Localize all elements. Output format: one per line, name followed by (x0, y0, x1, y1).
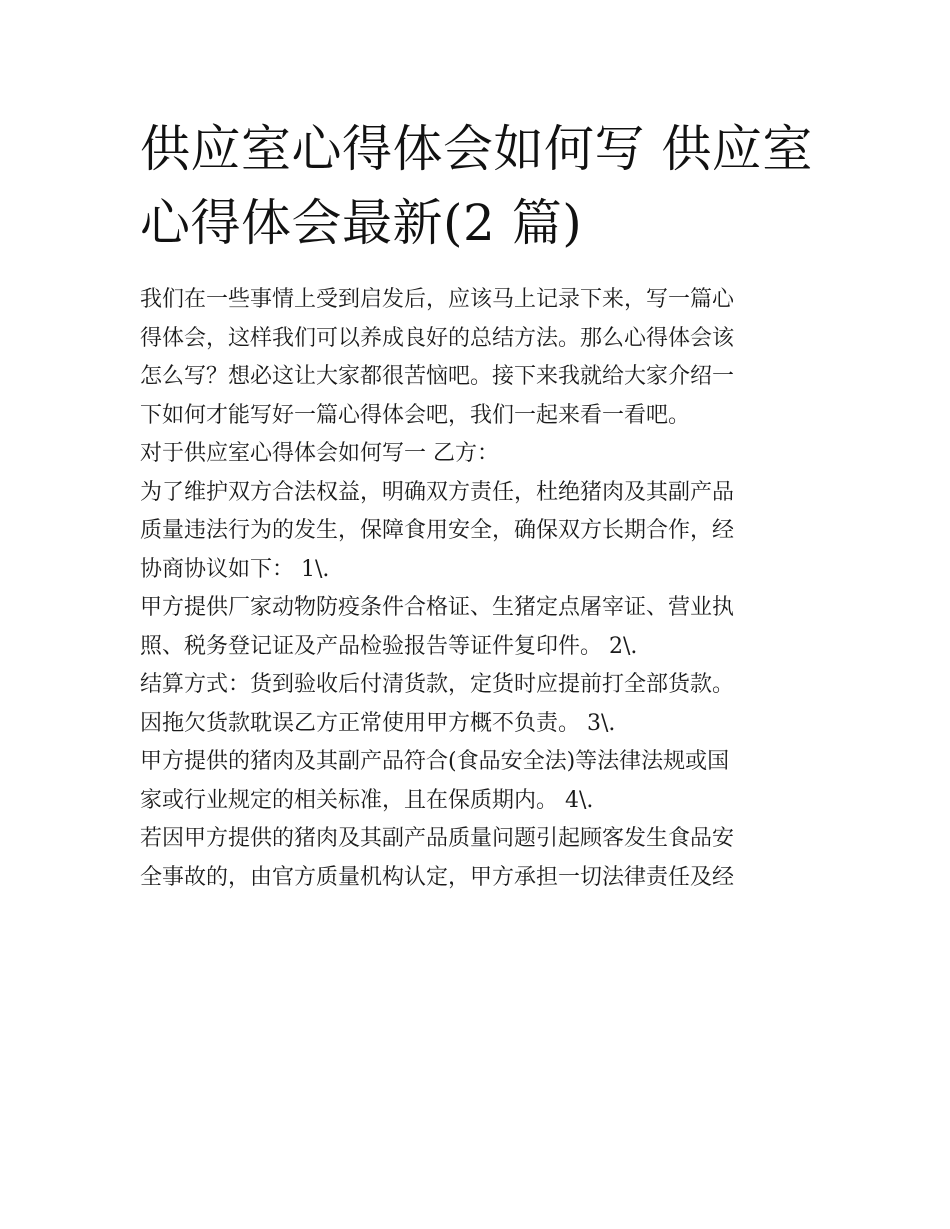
body-line: 甲方提供的猪肉及其副产品符合(食品安全法)等法律法规或国 (140, 749, 730, 774)
document-body (140, 281, 820, 897)
body-line: 协商协议如下： 1\. (140, 556, 330, 582)
body-line: 若因甲方提供的猪肉及其副产品质量问题引起顾客发生食品安 (140, 826, 735, 851)
document-title (140, 112, 820, 260)
body-line: 对于供应室心得体会如何写一 乙方： (140, 441, 499, 466)
body-line: 结算方式：货到验收后付清货款，定货时应提前打全部货款。 (140, 672, 735, 697)
body-line: 为了维护双方合法权益，明确双方责任，杜绝猪肉及其副产品 (140, 479, 735, 505)
body-line: 怎么写？想必这让大家都很苦恼吧。接下来我就给大家介绍一 (140, 364, 735, 389)
body-line: 我们在一些事情上受到启发后，应该马上记录下来，写一篇心 (140, 287, 735, 312)
body-line: 全事故的，由官方质量机构认定，甲方承担一切法律责任及经 (140, 864, 735, 890)
body-line: 质量违法行为的发生，保障食用安全，确保双方长期合作，经 (140, 518, 735, 543)
body-line: 甲方提供厂家动物防疫条件合格证、生猪定点屠宰证、营业执 (140, 595, 735, 620)
body-line: 得体会，这样我们可以养成良好的总结方法。那么心得体会该 (140, 325, 735, 351)
body-line: 因拖欠货款耽误乙方正常使用甲方概不负责。 3\. (140, 710, 616, 736)
body-line: 家或行业规定的相关标准，且在保质期内。 4\. (140, 787, 594, 813)
title-line: 供应室心得体会如何写 供应室 (140, 120, 813, 178)
body-line: 下如何才能写好一篇心得体会吧，我们一起来看一看吧。 (140, 402, 691, 428)
body-line: 照、税务登记证及产品检验报告等证件复印件。 2\. (140, 633, 638, 659)
title-line: 心得体会最新(2 篇) (140, 194, 583, 252)
